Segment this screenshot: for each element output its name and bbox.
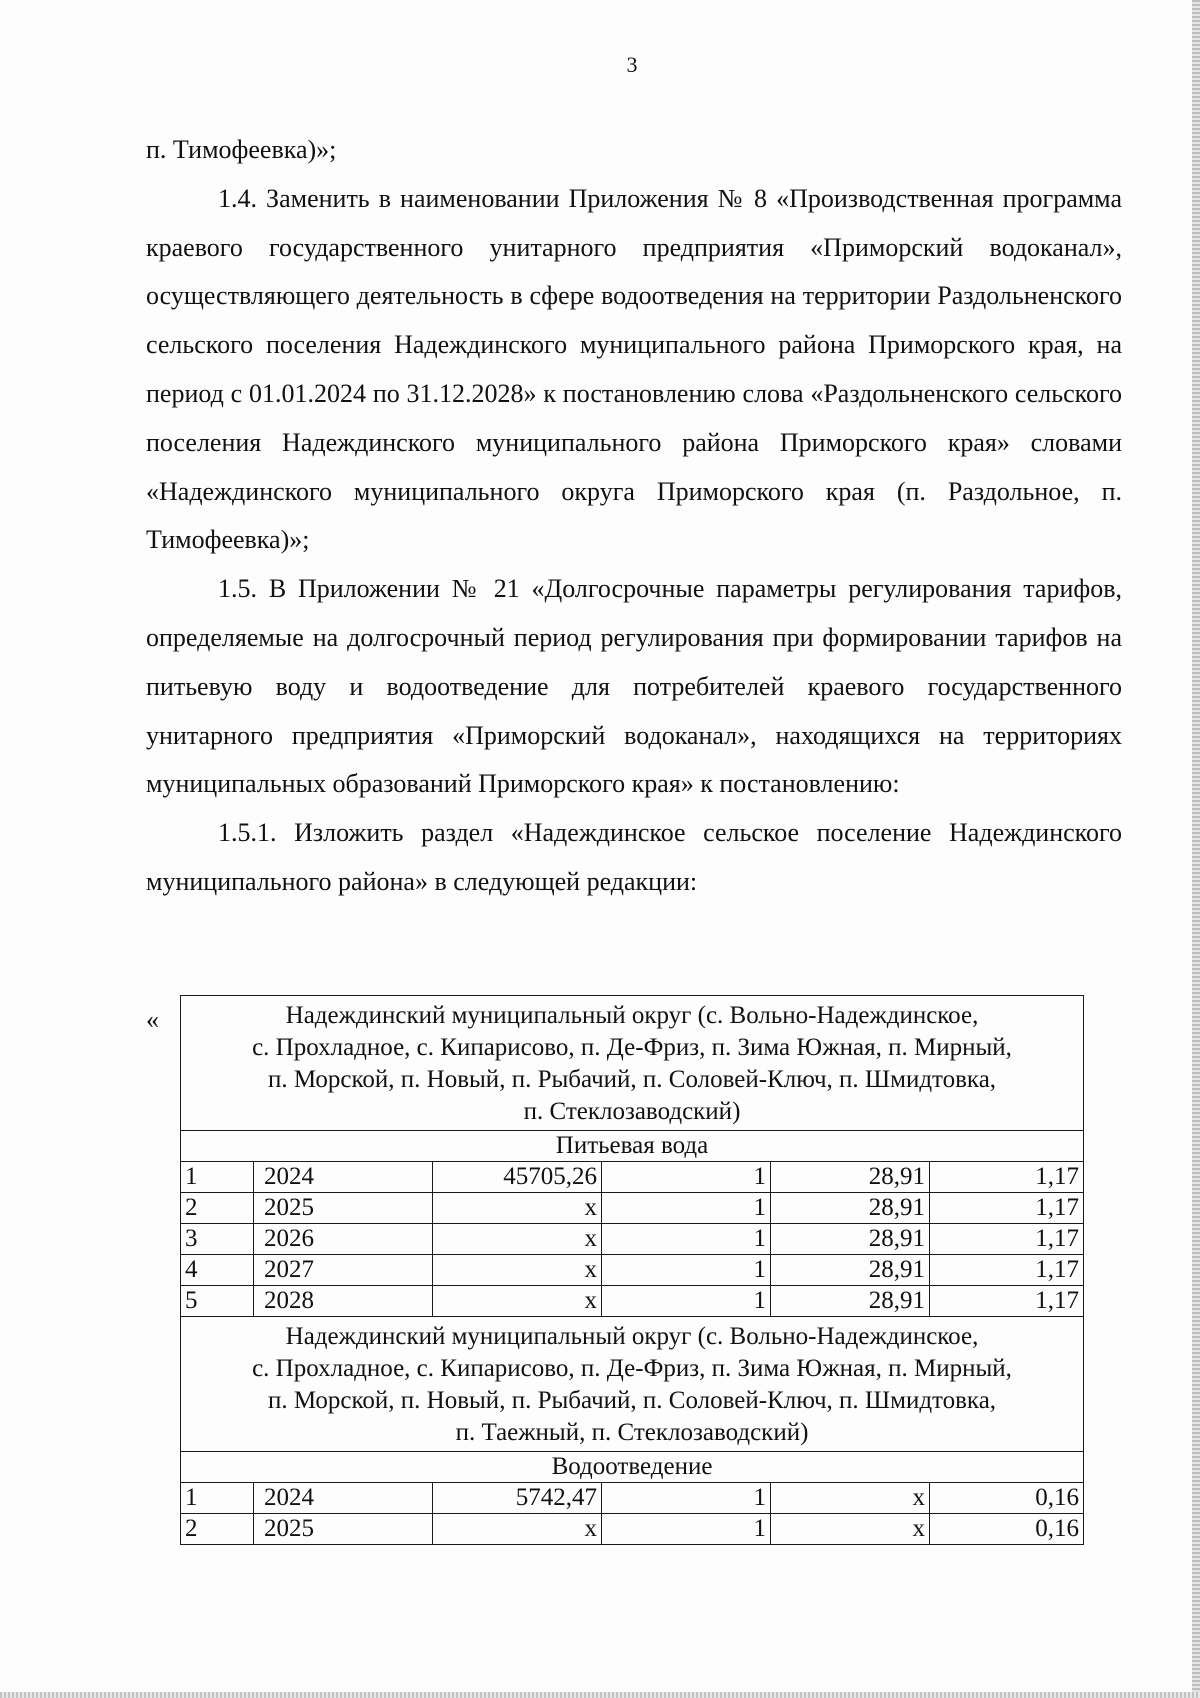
index-cell: 1 — [602, 1483, 771, 1514]
body-text — [146, 126, 1122, 907]
loss-cell: х — [771, 1483, 930, 1514]
row-number-cell: 2 — [181, 1514, 254, 1545]
table-row — [181, 1193, 1084, 1224]
scan-edge-bottom — [0, 1692, 1200, 1698]
table-row — [181, 1255, 1084, 1286]
energy-cell: 1,17 — [930, 1286, 1084, 1317]
year-cell: 2024 — [254, 1483, 433, 1514]
row-number-cell: 4 — [181, 1255, 254, 1286]
table-row — [181, 1224, 1084, 1255]
year-cell: 2028 — [254, 1286, 433, 1317]
energy-cell: 0,16 — [930, 1483, 1084, 1514]
row-number-cell: 1 — [181, 1162, 254, 1193]
row-number-cell: 5 — [181, 1286, 254, 1317]
scan-edge-right — [1192, 0, 1200, 1698]
base-level-cell: х — [433, 1286, 602, 1317]
year-cell: 2026 — [254, 1224, 433, 1255]
energy-cell: 1,17 — [930, 1255, 1084, 1286]
base-level-cell: х — [433, 1224, 602, 1255]
energy-cell: 1,17 — [930, 1162, 1084, 1193]
section-heading-line: п. Стеклозаводский) — [523, 1098, 741, 1125]
base-level-cell: 5742,47 — [433, 1483, 602, 1514]
section-heading-line: п. Морской, п. Новый, п. Рыбачий, п. Соловей-Ключ, п. Шмидтовка, — [267, 1387, 997, 1414]
base-level-cell: х — [433, 1193, 602, 1224]
index-cell: 1 — [602, 1286, 771, 1317]
row-number-cell: 2 — [181, 1193, 254, 1224]
loss-cell: 28,91 — [771, 1255, 930, 1286]
base-level-cell: х — [433, 1255, 602, 1286]
tariff-parameters-table — [180, 995, 1084, 1545]
row-number-cell: 1 — [181, 1483, 254, 1514]
index-cell: 1 — [602, 1255, 771, 1286]
loss-cell: х — [771, 1514, 930, 1545]
section-heading — [181, 996, 1084, 1131]
section-heading-line: с. Прохладное, с. Кипарисово, п. Де-Фриз, п. Зима Южная, п. Мирный, — [252, 1355, 1012, 1382]
index-cell: 1 — [602, 1224, 771, 1255]
loss-cell: 28,91 — [771, 1224, 930, 1255]
section-heading-line: Надеждинский муниципальный округ (с. Вольно-Надеждинское, — [285, 1323, 979, 1350]
section-heading-line: п. Морской, п. Новый, п. Рыбачий, п. Соловей-Ключ, п. Шмидтовка, — [267, 1066, 997, 1093]
energy-cell: 0,16 — [930, 1514, 1084, 1545]
section-subheading-row — [181, 1131, 1084, 1162]
index-cell: 1 — [602, 1162, 771, 1193]
base-level-cell: 45705,26 — [433, 1162, 602, 1193]
section-heading-row — [181, 996, 1084, 1131]
page-number: 3 — [626, 52, 638, 77]
year-cell: 2027 — [254, 1255, 433, 1286]
index-cell: 1 — [602, 1193, 771, 1224]
section-subheading: Питьевая вода — [181, 1131, 1084, 1162]
opening-quote-mark: « — [146, 1005, 159, 1034]
index-cell: 1 — [602, 1514, 771, 1545]
section-subheading-row — [181, 1452, 1084, 1483]
year-cell: 2025 — [254, 1514, 433, 1545]
energy-cell: 1,17 — [930, 1224, 1084, 1255]
row-number-cell: 3 — [181, 1224, 254, 1255]
loss-cell: 28,91 — [771, 1286, 930, 1317]
section-heading-line: с. Прохладное, с. Кипарисово, п. Де-Фриз, п. Зима Южная, п. Мирный, — [252, 1034, 1012, 1061]
paragraph-continuation: п. Тимофеевка)»; — [146, 135, 337, 164]
paragraph-1-5-1: 1.5.1. Изложить раздел «Надеждинское сельское поселение Надеждинского муниципального района» в следующей редакции: — [146, 818, 1122, 896]
section-heading — [181, 1317, 1084, 1452]
loss-cell: 28,91 — [771, 1162, 930, 1193]
section-heading-line: Надеждинский муниципальный округ (с. Вольно-Надеждинское, — [285, 1002, 979, 1029]
paragraph-1-5: 1.5. В Приложении № 21 «Долгосрочные параметры регулирования тарифов, определяемые на долгосрочный период регулирования при формировании тарифов на питьевую воду и водоотведение для потребителей краевого государственного унитарного предприятия «Приморский водоканал», находящихся на территориях муниципальных образований Приморского края» к постановлению: — [146, 574, 1122, 799]
table-row — [181, 1483, 1084, 1514]
table-row — [181, 1162, 1084, 1193]
paragraph-1-4: 1.4. Заменить в наименовании Приложения № 8 «Производственная программа краевого государственного унитарного предприятия «Приморский водоканал», осуществляющего деятельность в сфере водоотведения на территории Раздольненского сельского поселения Надеждинского муниципального района Приморского края, на период с 01.01.2024 по 31.12.2028» к постановлению слова «Раздольненского сельского поселения Надеждинского муниципального района Приморского края» словами «Надеждинского муниципального округа Приморского края (п. Раздольное, п. Тимофеевка)»; — [146, 183, 1122, 555]
section-heading-row — [181, 1317, 1084, 1452]
year-cell: 2025 — [254, 1193, 433, 1224]
energy-cell: 1,17 — [930, 1193, 1084, 1224]
table-row — [181, 1514, 1084, 1545]
table-row — [181, 1286, 1084, 1317]
year-cell: 2024 — [254, 1162, 433, 1193]
loss-cell: 28,91 — [771, 1193, 930, 1224]
base-level-cell: х — [433, 1514, 602, 1545]
section-heading-line: п. Таежный, п. Стеклозаводский) — [455, 1419, 809, 1446]
section-subheading: Водоотведение — [181, 1452, 1084, 1483]
